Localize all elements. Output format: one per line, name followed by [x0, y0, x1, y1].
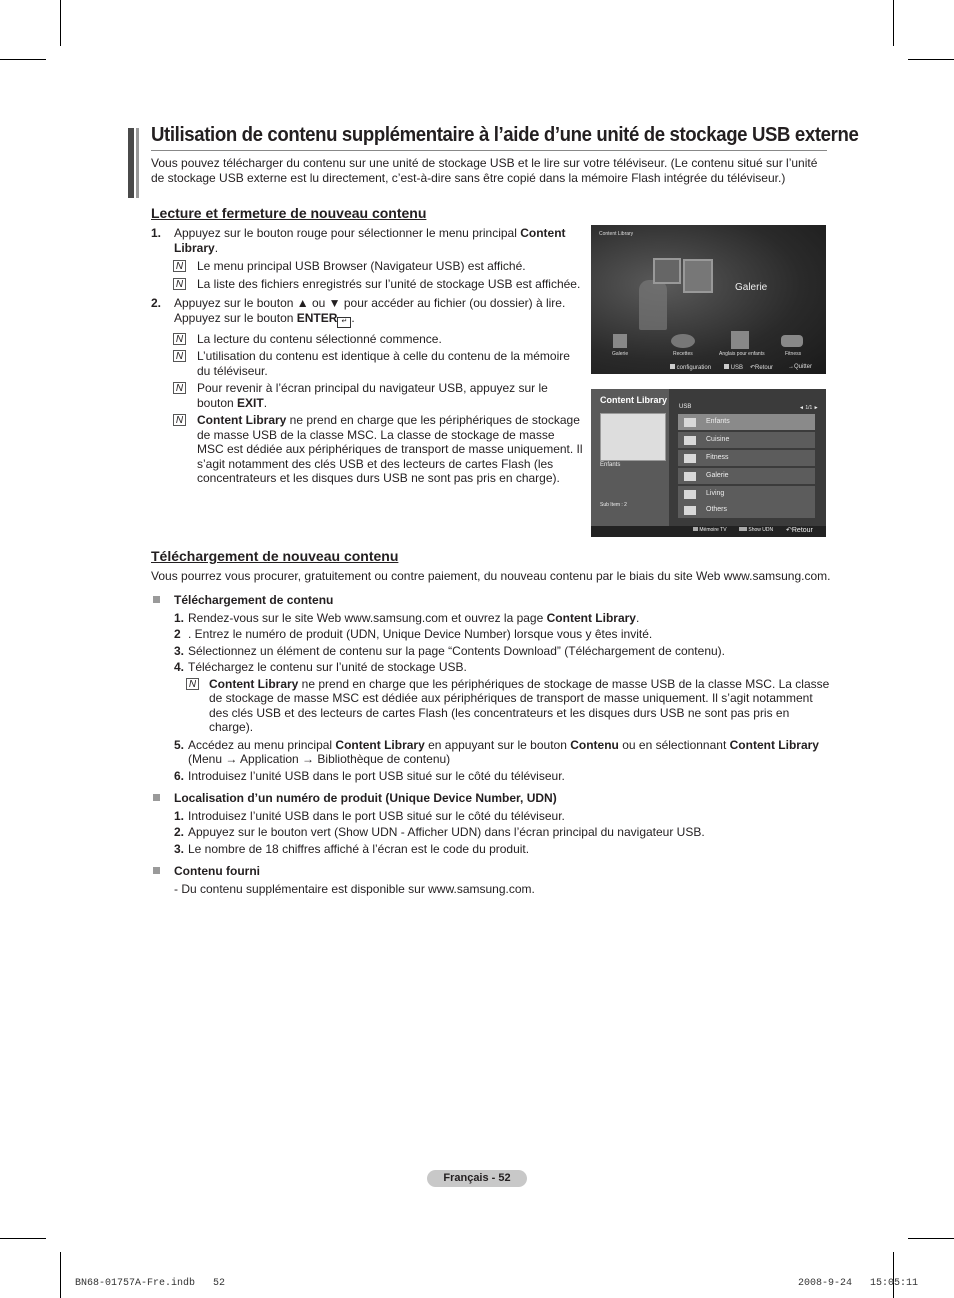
hint-configuration: [670, 364, 711, 371]
list-item: 2 . Entrez le numéro de produit (UDN, Unique Device Number) lorsque vous y êtes invité.: [174, 627, 653, 641]
list-text: en appuyant sur le bouton: [424, 737, 571, 752]
icon-label: Anglais pour enfants: [719, 351, 765, 357]
crop-mark: [0, 59, 46, 60]
folder-icon: [684, 472, 696, 481]
folder-icon: [684, 436, 696, 445]
bullet-text: Localisation d’un numéro de produit (Unique Device Number, UDN): [174, 791, 557, 805]
step-2: [151, 296, 583, 328]
list-bold: Content Library: [729, 737, 819, 752]
list-text: Rendez-vous sur le site Web www.samsung.com et ouvrez la page: [188, 610, 547, 625]
step-text: .: [214, 240, 219, 255]
note: [151, 332, 583, 347]
screen-header: Content Library: [599, 231, 634, 237]
hint-usb: [724, 364, 743, 371]
bullet-square-icon: [153, 794, 160, 801]
content-library-screenshot: [591, 225, 826, 374]
crop-mark: [908, 1238, 954, 1239]
ordered-list: [151, 611, 831, 784]
list-text: ou en sélectionnant: [618, 737, 730, 752]
list-number: 6.: [174, 768, 185, 783]
pager: ◄ 1/1 ►: [799, 405, 819, 411]
step-text: Appuyez sur le bouton rouge pour sélectionner le menu principal: [174, 226, 521, 240]
provided-content-group: [151, 864, 831, 896]
note-icon: N: [173, 333, 186, 345]
note-icon: N: [173, 350, 186, 362]
list-text: Sélectionnez un élément de contenu sur la page “Contents Download” (Téléchargement de contenu).: [188, 643, 725, 658]
bullet-heading: [151, 791, 831, 806]
list-number: 2.: [174, 825, 185, 839]
crop-mark: [0, 1238, 46, 1239]
download-group: [151, 593, 831, 783]
crop-mark: [893, 0, 894, 46]
list-number: 3.: [174, 841, 185, 856]
frame-icon: [683, 259, 713, 293]
ordered-list: [151, 882, 831, 897]
thumbnail: [600, 413, 666, 461]
list-item: [174, 769, 831, 784]
list-bold: Content Library: [335, 737, 425, 752]
list-item: [174, 644, 831, 659]
list-item: [174, 611, 831, 626]
section2-body: [151, 593, 831, 904]
list-text: (Menu → Application → Bibliothèque de contenu): [188, 752, 451, 766]
crop-mark: [908, 59, 954, 60]
folder-icon: [684, 506, 696, 515]
list-number: 1.: [174, 808, 185, 823]
list-item: [174, 660, 831, 675]
folder-item[interactable]: [678, 468, 815, 484]
list-item: [174, 842, 831, 857]
gallery-label: Galerie: [735, 282, 768, 293]
folder-label: Enfants: [706, 418, 730, 425]
section2-heading: Téléchargement de nouveau contenu: [151, 548, 399, 564]
list-text: Entrez le numéro de produit (UDN, Unique Device Number) lorsque vous y êtes invité.: [194, 627, 653, 641]
folder-label: Others: [706, 506, 728, 513]
note-icon: N: [173, 414, 186, 426]
screen-header: Content Library: [600, 395, 668, 405]
step-text: .: [351, 310, 355, 325]
hint-show-udn: [739, 527, 773, 533]
crop-mark: [60, 1252, 61, 1298]
ordered-list: [151, 809, 831, 857]
title-accent-bar: [128, 128, 134, 198]
folder-item[interactable]: [678, 486, 815, 502]
folder-label: Fitness: [706, 454, 729, 461]
list-text: Accédez au menu principal: [188, 737, 336, 752]
note: [174, 677, 831, 735]
list-item: [174, 825, 831, 840]
list-number: 2: [174, 627, 181, 641]
section2-intro: Vous pourrez vous procurer, gratuitement ou contre paiement, du nouveau contenu par le biais du site Web www.samsung.com.: [151, 569, 831, 583]
folder-label: Living: [706, 490, 725, 497]
frame-icon: [653, 258, 681, 284]
folder-item[interactable]: [678, 432, 815, 448]
step-text: Appuyez sur le bouton ▲ ou ▼ pour accéder au fichier (ou dossier) à lire. Appuyez sur le bouton: [174, 296, 566, 325]
note-text: L’utilisation du contenu est identique à celle du contenu de la mémoire du téléviseur.: [197, 349, 570, 378]
note: [151, 349, 583, 378]
list-bold: Content Library: [546, 610, 636, 625]
step-number: 2.: [151, 296, 162, 310]
list-item: [174, 738, 831, 767]
note-text: ne prend en charge que les périphériques de stockage de masse USB de la classe MSC. La classe de stockage de masse MSC est dédiée aux périphériques de transport de masse uniquement. Il s’agit notamment des clés USB et des lecteurs de cartes Flash (les concentrateurs et les disques durs USB ne sont pas pris en charge).: [209, 676, 830, 734]
list-text: Le nombre de 18 chiffres affiché à l’écran est le code du produit.: [188, 841, 530, 856]
hint-label: Show UDN: [748, 527, 774, 533]
bullet-square-icon: [153, 867, 160, 874]
icon-label: Fitness: [785, 351, 802, 357]
step-number: 1.: [151, 226, 162, 240]
icon-label: Recettes: [673, 351, 693, 357]
bullet-heading: [151, 864, 831, 879]
print-timestamp: 2008-9-24 15:05:11: [798, 1278, 919, 1289]
note-bold: Content Library: [209, 676, 299, 691]
list-number: 5.: [174, 737, 185, 752]
note-bold: Content Library: [197, 413, 287, 427]
crop-mark: [60, 0, 61, 46]
thumbnail-label: Enfants: [600, 462, 621, 468]
bullet-text: Contenu fourni: [174, 864, 260, 878]
hint-tv-memory: [693, 527, 727, 533]
hint-return: ↶Retour: [786, 527, 813, 534]
icon-label: Galerie: [612, 351, 629, 357]
hint-label: Retour: [791, 527, 813, 534]
folder-item[interactable]: [678, 414, 815, 430]
kids-english-icon: [731, 331, 749, 349]
note-text: .: [263, 395, 268, 410]
hint-label: Retour: [755, 365, 774, 371]
list-text: Appuyez sur le bouton vert (Show UDN - Afficher UDN) dans l’écran principal du navigateur USB.: [188, 825, 705, 839]
udn-group: [151, 791, 831, 856]
list-item: [174, 809, 831, 824]
note-text: Le menu principal USB Browser (Navigateur USB) est affiché.: [197, 259, 526, 273]
title-accent-bar: [136, 128, 139, 198]
bullet-square-icon: [153, 596, 160, 603]
list-text: - Du contenu supplémentaire est disponible sur www.samsung.com.: [174, 881, 535, 896]
hint-label: Mémoire TV: [699, 527, 727, 533]
usb-label: USB: [679, 404, 692, 410]
note-text: Pour revenir à l’écran principal du navigateur USB, appuyez sur le bouton: [197, 381, 548, 410]
note-text: La lecture du contenu sélectionné commence.: [197, 331, 442, 346]
note: [151, 413, 583, 486]
gallery-icon: [613, 334, 627, 348]
hint-quit: →Quitter: [788, 364, 813, 370]
hint-label: configuration: [676, 365, 712, 371]
folder-label: Cuisine: [706, 436, 730, 443]
folder-icon: [684, 454, 696, 463]
note: [151, 259, 583, 274]
title-rule: [151, 150, 827, 151]
list-text: .: [635, 610, 640, 625]
note: [151, 277, 583, 292]
step-1: [151, 226, 583, 255]
page-number-badge: Français - 52: [427, 1170, 527, 1187]
recipes-icon: [671, 334, 695, 348]
list-number: 1.: [174, 610, 185, 625]
print-file-info: BN68-01757A-Fre.indb 52: [75, 1278, 226, 1289]
sub-item-count: Sub Item : 2: [600, 502, 627, 508]
list-number: 3.: [174, 643, 185, 658]
section1-body: [151, 226, 583, 489]
intro-text: Vous pouvez télécharger du contenu sur une unité de stockage USB et le lire sur votre téléviseur. (Le contenu situé sur l’unité de stockage USB externe est lu directement, c’est-à-dire sans être copié dans la mémoire Flash intégrée du téléviseur.): [151, 156, 818, 185]
list-text: Introduisez l’unité USB dans le port USB situé sur le côté du téléviseur.: [188, 808, 565, 823]
folder-icon: [684, 418, 696, 427]
step-bold: Content Library: [174, 226, 566, 255]
note-text: La liste des fichiers enregistrés sur l’unité de stockage USB est affichée.: [197, 276, 581, 291]
note-icon: N: [173, 260, 186, 272]
list-bold: Contenu: [570, 737, 619, 752]
list-text: Introduisez l’unité USB dans le port USB situé sur le côté du téléviseur.: [188, 768, 565, 783]
folder-icon: [684, 490, 696, 499]
enter-icon: ↵: [337, 317, 351, 328]
bullet-heading: [151, 593, 831, 608]
page-title: Utilisation de contenu supplémentaire à l’aide d’une unité de stockage USB externe: [151, 124, 859, 146]
note-icon: N: [173, 382, 186, 394]
hint-label: Quitter: [794, 364, 813, 370]
fitness-icon: [781, 335, 803, 347]
crop-mark: [893, 1252, 894, 1298]
bullet-text: Téléchargement de contenu: [174, 593, 334, 607]
section1-heading: Lecture et fermeture de nouveau contenu: [151, 205, 427, 221]
note: [151, 381, 583, 410]
list-number: 4.: [174, 660, 185, 674]
folder-item[interactable]: [678, 502, 815, 518]
hint-label: USB: [730, 365, 744, 371]
hint-return: ↶Retour: [750, 365, 774, 371]
folder-label: Galerie: [706, 472, 729, 479]
list-text: Téléchargez le contenu sur l’unité de stockage USB.: [188, 660, 467, 674]
note-bold: EXIT: [237, 395, 264, 410]
step-bold: ENTER: [296, 310, 338, 325]
folder-item[interactable]: [678, 450, 815, 466]
chair-icon: [639, 280, 667, 330]
note-icon: N: [173, 278, 186, 290]
note-icon: N: [186, 678, 199, 690]
note-text: ne prend en charge que les périphériques de stockage de masse USB de la classe MSC. La classe de stockage de masse MSC est dédiée aux périphériques de transport de masse uniquement. Il s’agit notamment des clés USB et des lecteurs de cartes Flash (les concentrateurs et les disques durs USB ne sont pas pris en charge).: [197, 413, 583, 485]
